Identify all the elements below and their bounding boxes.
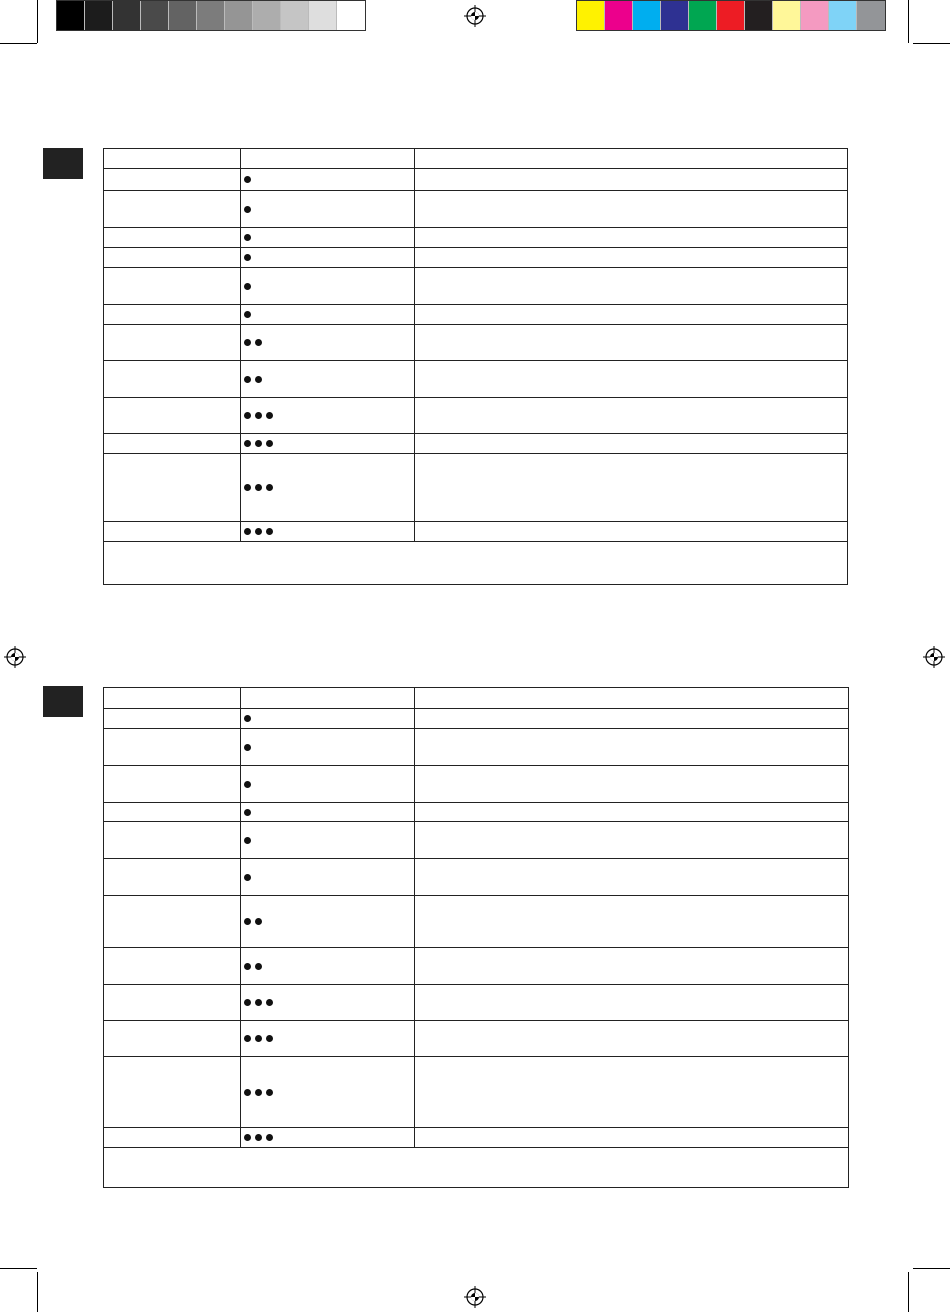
table-cell — [104, 149, 241, 168]
table-cell — [415, 1021, 848, 1056]
calibration-swatch — [225, 1, 253, 30]
calibration-swatch — [169, 1, 197, 30]
table-cell — [415, 248, 847, 267]
table-cell — [415, 434, 847, 453]
calibration-swatch — [633, 1, 661, 30]
table-row — [104, 985, 848, 1021]
table-cell — [104, 228, 241, 247]
table-row — [104, 1057, 848, 1128]
rating-cell — [241, 268, 415, 304]
calibration-swatch — [57, 1, 85, 30]
rating-cell — [241, 1057, 415, 1127]
rating-cell — [241, 1021, 415, 1056]
table-row — [104, 325, 847, 361]
calibration-swatch — [801, 1, 829, 30]
table-cell — [415, 398, 847, 433]
table-cell — [415, 1128, 848, 1147]
rating-dot-icon — [244, 311, 251, 318]
table-cell — [104, 709, 241, 728]
rating-dot-icon — [244, 528, 251, 535]
rating-cell — [241, 822, 415, 858]
calibration-swatch — [829, 1, 857, 30]
table-cell — [104, 766, 241, 802]
table-cell — [415, 361, 847, 397]
rating-cell — [241, 398, 415, 433]
rating-dot-icon — [255, 528, 262, 535]
rating-dot-icon — [255, 963, 262, 970]
table-row — [104, 729, 848, 766]
table-cell — [104, 434, 241, 453]
table-row — [104, 822, 848, 859]
table-row — [104, 522, 847, 542]
rating-cell — [241, 454, 415, 521]
table-cell — [104, 522, 241, 541]
table-cell — [104, 729, 241, 765]
rating-cell — [241, 434, 415, 453]
table-cell — [415, 859, 848, 895]
rating-cell — [241, 985, 415, 1020]
section-tab — [43, 686, 83, 717]
table-cell — [415, 522, 847, 541]
table-cell — [415, 305, 847, 324]
spec-table — [103, 687, 849, 1188]
rating-dot-icon — [244, 484, 251, 491]
table-cell — [415, 985, 848, 1020]
table-cell — [104, 305, 241, 324]
rating-dot-icon — [266, 1134, 273, 1141]
calibration-swatch — [773, 1, 801, 30]
registration-mark-icon — [464, 5, 486, 27]
calibration-swatch — [605, 1, 633, 30]
table-note-row — [104, 1148, 848, 1186]
table-cell — [415, 228, 847, 247]
table-cell — [415, 729, 848, 765]
rating-cell — [241, 248, 415, 267]
table-row — [104, 268, 847, 305]
rating-cell — [241, 361, 415, 397]
calibration-swatch — [253, 1, 281, 30]
rating-dot-icon — [244, 176, 251, 183]
crop-mark — [908, 1272, 909, 1312]
rating-cell — [241, 803, 415, 821]
rating-dot-icon — [244, 874, 251, 881]
grayscale-calibration-bar — [56, 0, 366, 31]
table-cell — [415, 169, 847, 190]
table-row — [104, 803, 848, 822]
table-row — [104, 859, 848, 896]
rating-dot-icon — [255, 412, 262, 419]
rating-dot-icon — [255, 1134, 262, 1141]
table-row — [104, 454, 847, 522]
rating-dot-icon — [244, 963, 251, 970]
table-row — [104, 766, 848, 803]
table-cell — [104, 985, 241, 1020]
table-row — [104, 169, 847, 191]
rating-cell — [241, 228, 415, 247]
rating-dot-icon — [266, 484, 273, 491]
rating-dot-icon — [244, 254, 251, 261]
rating-cell — [241, 1128, 415, 1147]
table-row — [104, 1128, 848, 1148]
crop-mark — [37, 0, 38, 43]
calibration-swatch — [85, 1, 113, 30]
rating-dot-icon — [266, 1089, 273, 1096]
table-cell — [415, 803, 848, 821]
rating-dot-icon — [244, 412, 251, 419]
rating-cell — [241, 766, 415, 802]
table-cell — [415, 896, 848, 947]
table-cell — [104, 859, 241, 895]
calibration-swatch — [197, 1, 225, 30]
table-header-row — [104, 688, 848, 709]
rating-cell — [241, 859, 415, 895]
registration-mark-icon — [923, 646, 945, 668]
rating-dot-icon — [255, 339, 262, 346]
rating-dot-icon — [244, 837, 251, 844]
table-cell — [415, 325, 847, 360]
rating-cell — [241, 522, 415, 541]
table-note-row — [104, 542, 847, 580]
spec-table — [103, 148, 848, 585]
rating-dot-icon — [255, 999, 262, 1006]
registration-mark-icon — [4, 646, 26, 668]
rating-dot-icon — [244, 744, 251, 751]
rating-dot-icon — [244, 1134, 251, 1141]
table-cell — [415, 822, 848, 858]
table-cell — [415, 191, 847, 227]
table-cell — [104, 325, 241, 360]
calibration-swatch — [717, 1, 745, 30]
calibration-swatch — [113, 1, 141, 30]
table-row — [104, 398, 847, 434]
table-row — [104, 1021, 848, 1057]
rating-dot-icon — [244, 809, 251, 816]
rating-cell — [241, 305, 415, 324]
rating-cell — [241, 169, 415, 190]
registration-mark-icon — [464, 1286, 486, 1308]
calibration-swatch — [337, 1, 365, 30]
table-cell — [104, 896, 241, 947]
rating-dot-icon — [244, 1035, 251, 1042]
table-cell — [104, 822, 241, 858]
table-cell — [104, 803, 241, 821]
rating-dot-icon — [255, 1089, 262, 1096]
table-cell — [104, 191, 241, 227]
table-row — [104, 228, 847, 248]
table-cell — [104, 268, 241, 304]
table-cell — [104, 1021, 241, 1056]
rating-dot-icon — [266, 528, 273, 535]
table-note-cell — [104, 1148, 848, 1186]
color-calibration-bar — [576, 0, 886, 31]
rating-dot-icon — [266, 412, 273, 419]
rating-cell — [241, 149, 415, 168]
rating-dot-icon — [244, 999, 251, 1006]
table-row — [104, 361, 847, 398]
section-tab — [43, 148, 83, 179]
table-cell — [415, 688, 848, 708]
rating-cell — [241, 191, 415, 227]
rating-cell — [241, 325, 415, 360]
crop-mark — [913, 1268, 950, 1269]
calibration-swatch — [141, 1, 169, 30]
calibration-swatch — [309, 1, 337, 30]
rating-cell — [241, 948, 415, 984]
rating-dot-icon — [266, 999, 273, 1006]
table-cell — [415, 1057, 848, 1127]
table-cell — [415, 454, 847, 521]
table-cell — [415, 948, 848, 984]
crop-mark — [0, 1268, 37, 1269]
table-cell — [104, 1128, 241, 1147]
table-note-cell — [104, 542, 847, 580]
rating-dot-icon — [266, 1035, 273, 1042]
calibration-swatch — [689, 1, 717, 30]
table-row — [104, 248, 847, 268]
rating-dot-icon — [244, 440, 251, 447]
table-header-row — [104, 149, 847, 169]
table-cell — [415, 766, 848, 802]
rating-dot-icon — [244, 376, 251, 383]
rating-dot-icon — [244, 715, 251, 722]
rating-dot-icon — [255, 376, 262, 383]
table-cell — [104, 454, 241, 521]
rating-dot-icon — [244, 234, 251, 241]
rating-dot-icon — [255, 484, 262, 491]
table-cell — [104, 688, 241, 708]
rating-dot-icon — [244, 206, 251, 213]
table-cell — [104, 169, 241, 190]
rating-dot-icon — [244, 918, 251, 925]
table-cell — [104, 398, 241, 433]
rating-dot-icon — [244, 781, 251, 788]
calibration-swatch — [661, 1, 689, 30]
rating-cell — [241, 729, 415, 765]
table-cell — [104, 361, 241, 397]
rating-cell — [241, 896, 415, 947]
calibration-swatch — [857, 1, 885, 30]
calibration-swatch — [745, 1, 773, 30]
rating-dot-icon — [255, 918, 262, 925]
calibration-swatch — [281, 1, 309, 30]
rating-dot-icon — [266, 440, 273, 447]
table-cell — [104, 248, 241, 267]
rating-dot-icon — [244, 339, 251, 346]
rating-dot-icon — [255, 1035, 262, 1042]
crop-mark — [37, 1272, 38, 1312]
crop-mark — [908, 0, 909, 43]
table-row — [104, 191, 847, 228]
table-row — [104, 948, 848, 985]
table-row — [104, 896, 848, 948]
table-cell — [415, 709, 848, 728]
table-row — [104, 434, 847, 454]
rating-dot-icon — [244, 1089, 251, 1096]
rating-cell — [241, 709, 415, 728]
rating-dot-icon — [244, 283, 251, 290]
crop-mark — [913, 43, 950, 44]
table-cell — [415, 149, 847, 168]
crop-mark — [0, 43, 37, 44]
rating-cell — [241, 688, 415, 708]
table-row — [104, 709, 848, 729]
table-row — [104, 305, 847, 325]
rating-dot-icon — [255, 440, 262, 447]
table-cell — [104, 1057, 241, 1127]
calibration-swatch — [577, 1, 605, 30]
table-cell — [104, 948, 241, 984]
table-cell — [415, 268, 847, 304]
